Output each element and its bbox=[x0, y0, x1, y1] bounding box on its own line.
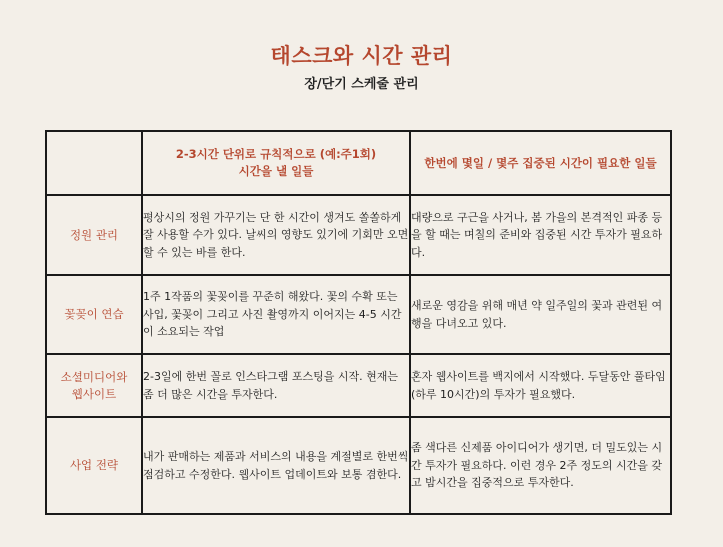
column-header-regular-text: 2-3시간 단위로 규칙적으로 (예:주1회) 시간을 낼 일들 bbox=[175, 147, 377, 178]
table-row bbox=[46, 195, 671, 275]
cell-flower-regular: 1주 1작품의 꽃꽂이를 꾸준히 해왔다. 꽃의 수확 또는 사입, 꽃꽂이 그리고 사진 촬영까지 이어지는 4-5 시간이 소요되는 작업 bbox=[142, 275, 410, 354]
cell-flower-focused: 새로운 영감을 위해 매년 약 일주일의 꽃과 관련된 여행을 다녀오고 있다. bbox=[410, 275, 671, 354]
page-title: 태스크와 시간 관리 bbox=[270, 44, 453, 68]
cell-garden-regular: 평상시의 정원 가꾸기는 단 한 시간이 생겨도 쏠쏠하게 잘 사용할 수가 있다. 날씨의 영향도 있기에 기회만 오면 할 수 있는 바를 한다. bbox=[142, 195, 410, 275]
table-corner-cell bbox=[46, 131, 142, 195]
table-row bbox=[46, 417, 671, 514]
cell-social-focused: 혼자 웹사이트를 백지에서 시작했다. 두달동안 풀타임 (하루 10시간)의 투자가 필요했다. bbox=[410, 354, 671, 417]
cell-business-focused: 좀 색다른 신제품 아이디어가 생기면, 더 밀도있는 시간 투자가 필요하다. 이런 경우 2주 정도의 시간을 갖고 밤시간을 집중적으로 투자한다. bbox=[410, 417, 671, 514]
table-row bbox=[46, 354, 671, 417]
column-header-focused bbox=[410, 131, 671, 195]
page-subtitle: 장/단기 스케줄 관리 bbox=[304, 77, 419, 92]
row-label-business-strategy: 사업 전략 bbox=[46, 417, 142, 514]
cell-social-regular: 2-3일에 한번 꼴로 인스타그램 포스팅을 시작. 현재는 좀 더 많은 시간을 투자한다. bbox=[142, 354, 410, 417]
column-header-regular bbox=[142, 131, 410, 195]
table-row bbox=[46, 275, 671, 354]
table-header-row bbox=[46, 131, 671, 195]
cell-business-regular: 내가 판매하는 제품과 서비스의 내용을 계절별로 한번씩 점검하고 수정한다. 웹사이트 업데이트와 보통 겸한다. bbox=[142, 417, 410, 514]
cell-garden-focused: 대량으로 구근을 사거나, 봄 가을의 본격적인 파종 등을 할 때는 며칠의 준비와 집중된 시간 투자가 필요하다. bbox=[410, 195, 671, 275]
column-header-focused-text: 한번에 몇일 / 몇주 집중된 시간이 필요한 일들 bbox=[424, 155, 657, 170]
row-label-flower-arranging: 꽃꽂이 연습 bbox=[46, 275, 142, 354]
row-label-social-media: 소셜미디어와 웹사이트 bbox=[46, 354, 142, 417]
schedule-table bbox=[45, 130, 672, 515]
row-label-garden: 정원 관리 bbox=[46, 195, 142, 275]
